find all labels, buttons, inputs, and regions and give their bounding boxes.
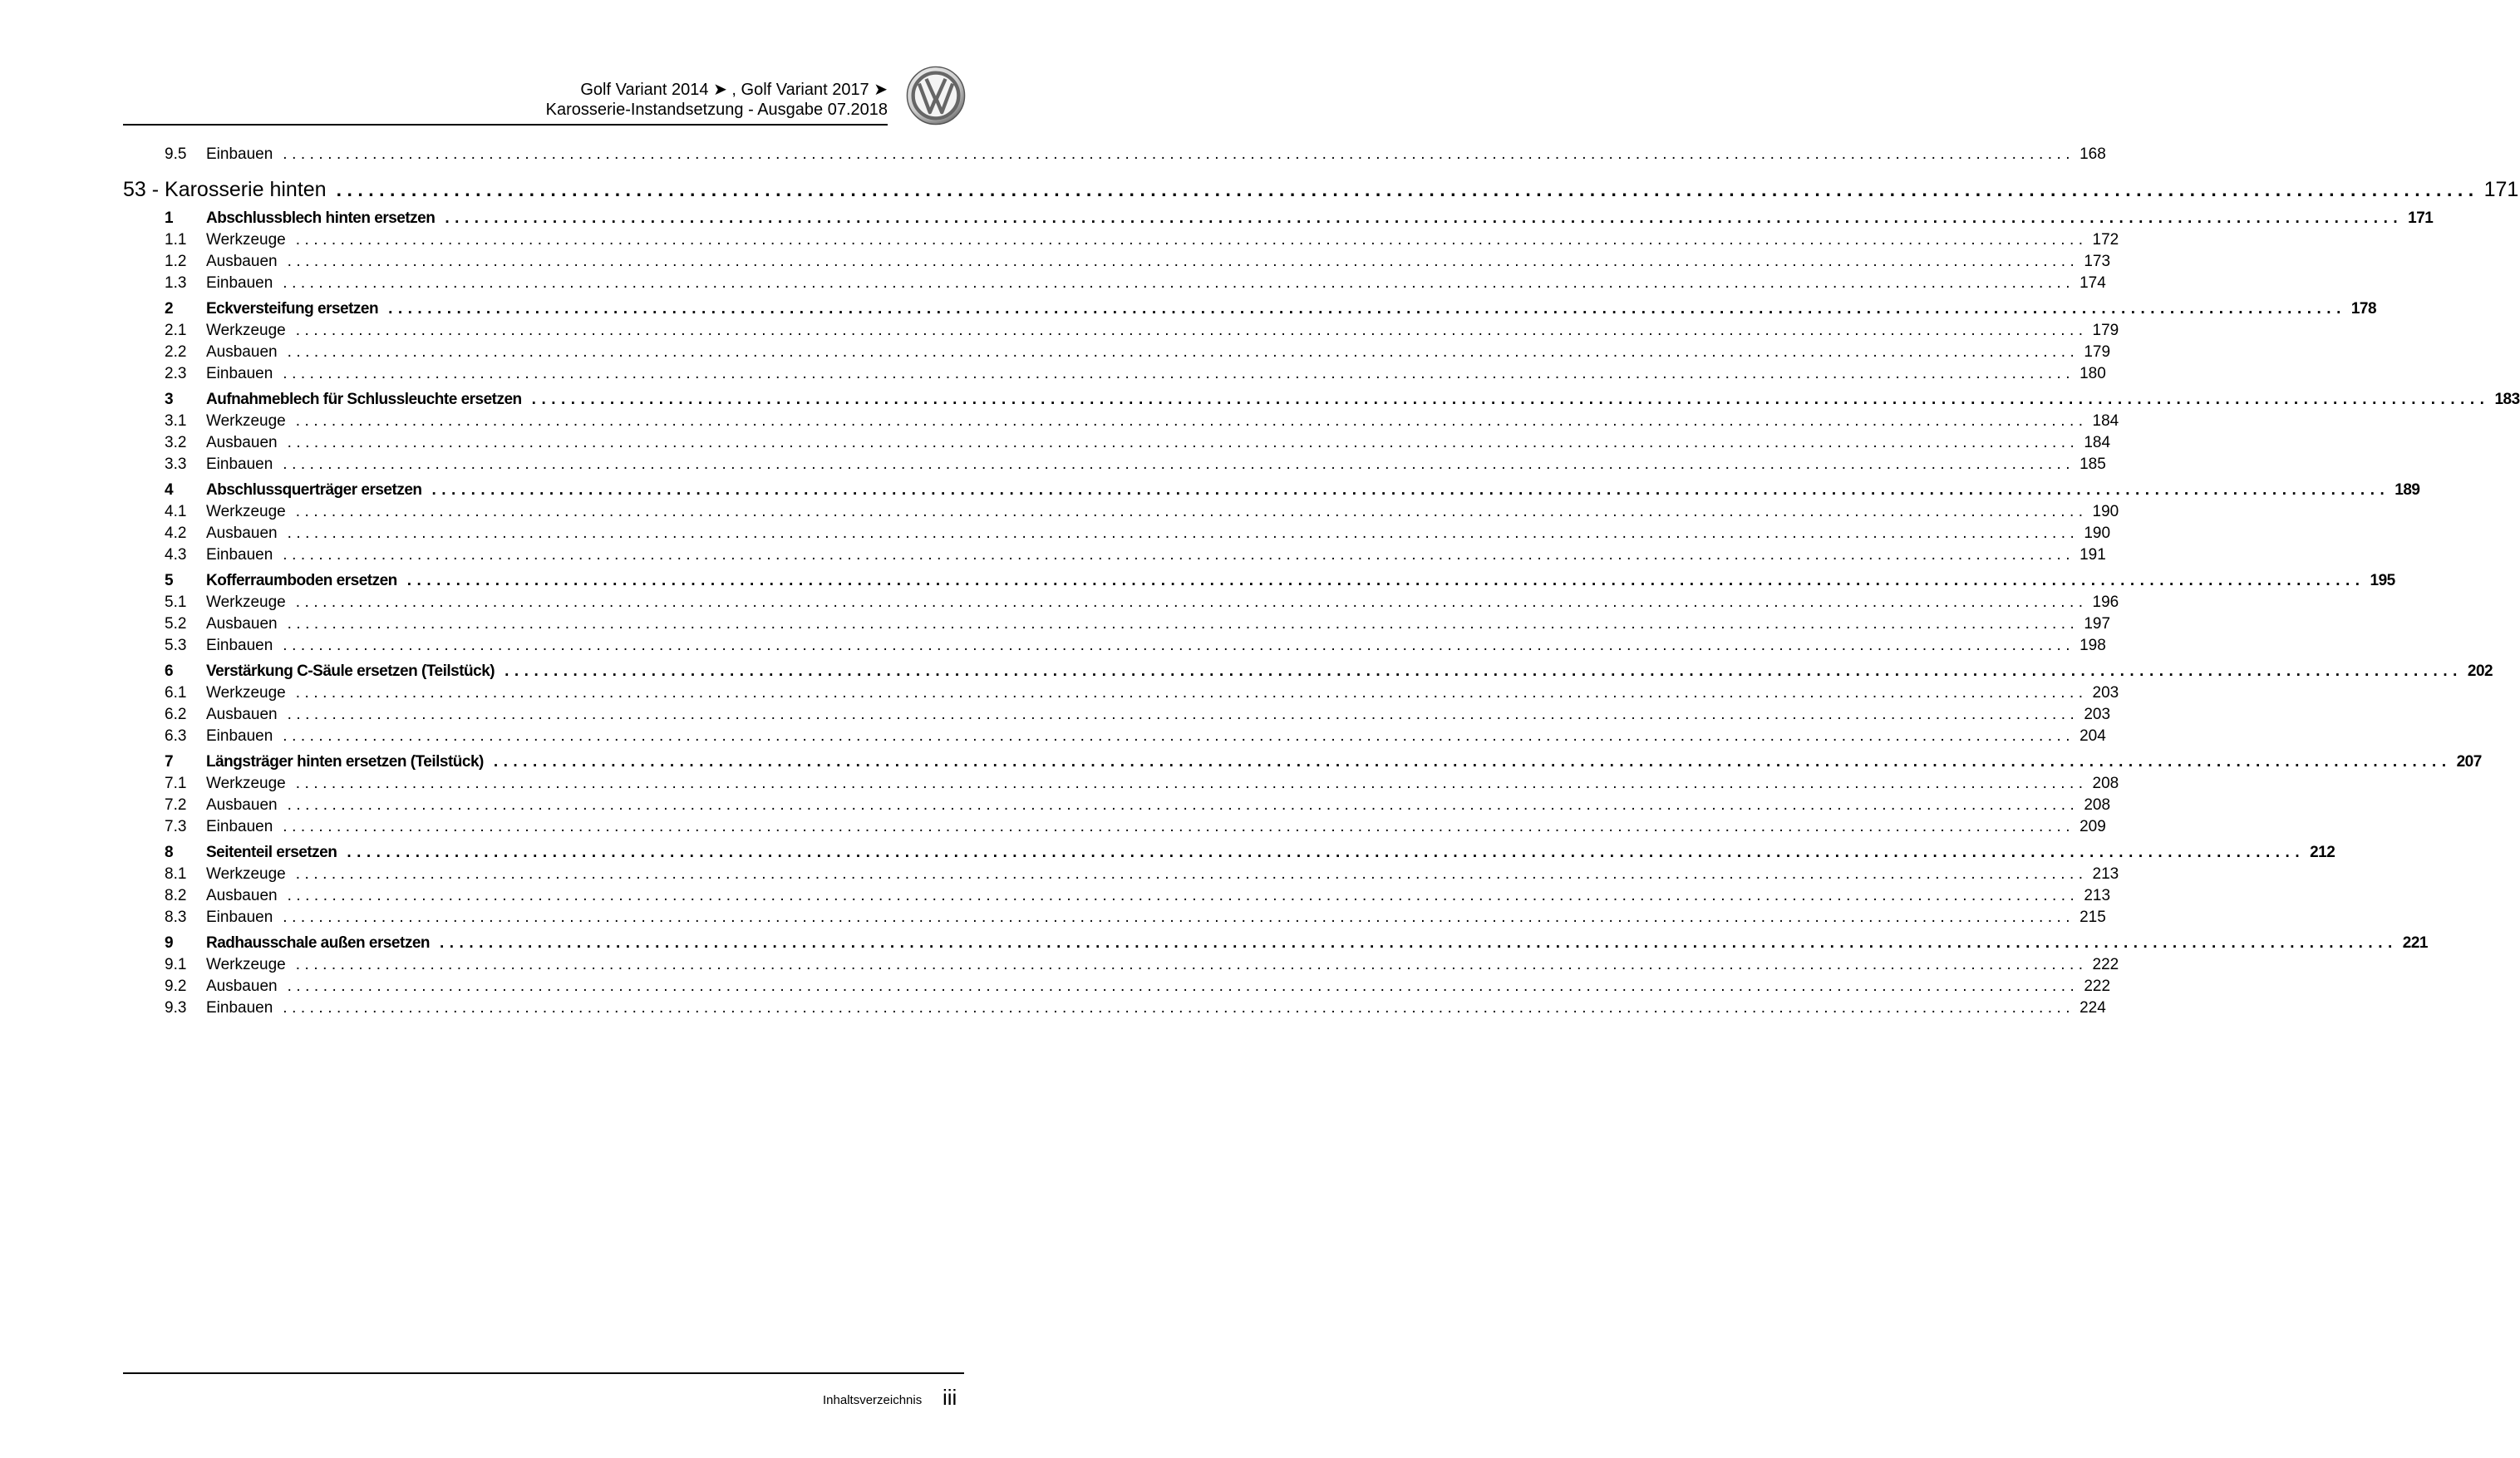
- toc-entry-number: 8.1: [165, 865, 187, 883]
- toc-entry-page: 215: [2079, 909, 2106, 926]
- toc-entry-page: 203: [2092, 684, 2119, 702]
- footer-divider: [123, 1372, 964, 1374]
- toc-section[interactable]: [123, 389, 2520, 411]
- toc-entry[interactable]: [123, 954, 2119, 976]
- dot-leader: ........................................................................................................................................................................................................: [406, 572, 2365, 589]
- toc-entry-title: Einbauen: [206, 909, 273, 926]
- toc-section-title: Seitenteil ersetzen: [206, 844, 337, 861]
- toc-entry-number: 2.2: [165, 343, 187, 361]
- table-of-contents: [123, 144, 2520, 1019]
- toc-entry-page: 198: [2079, 637, 2106, 654]
- vw-logo-icon: [906, 66, 966, 126]
- dot-leader: ........................................................................................................................................................................................................: [493, 753, 2452, 771]
- toc-entry-title: Einbauen: [206, 637, 273, 654]
- toc-chapter[interactable]: [123, 175, 2519, 204]
- toc-entry-number: 3.3: [165, 456, 187, 473]
- toc-section-page: 212: [2310, 844, 2335, 861]
- toc-entry-title: Werkzeuge: [206, 412, 286, 430]
- toc-entry-number: 3.2: [165, 434, 187, 451]
- toc-section-number: 6: [165, 663, 174, 680]
- toc-entry-number: 7.1: [165, 775, 187, 792]
- dot-leader: ........................................................................................................................................................................................................: [283, 546, 2075, 564]
- toc-entry[interactable]: [123, 273, 2106, 294]
- toc-entry[interactable]: [123, 592, 2119, 613]
- toc-entry-page: 208: [2092, 775, 2119, 792]
- toc-entry-page: 172: [2092, 231, 2119, 249]
- toc-entry-page: 190: [2092, 503, 2119, 520]
- toc-entry[interactable]: [123, 251, 2111, 273]
- toc-entry-title: Einbauen: [206, 456, 273, 473]
- toc-entry-title: Ausbauen: [206, 253, 278, 270]
- header-text: [546, 80, 888, 120]
- dot-leader: ........................................................................................................................................................................................................: [295, 503, 2088, 520]
- toc-chapter-title: 53 - Karosserie hinten: [123, 178, 327, 201]
- toc-entry[interactable]: [123, 704, 2111, 726]
- toc-entry-title: Werkzeuge: [206, 231, 286, 249]
- toc-section[interactable]: [123, 480, 2420, 501]
- toc-entry-number: 4.2: [165, 525, 187, 542]
- toc-entry[interactable]: [123, 726, 2106, 747]
- toc-entry[interactable]: [123, 229, 2119, 251]
- toc-entry-page: 190: [2084, 525, 2111, 542]
- dot-leader: ........................................................................................................................................................................................................: [388, 300, 2346, 318]
- toc-section[interactable]: [123, 661, 2493, 682]
- toc-section[interactable]: [123, 933, 2428, 954]
- toc-entry[interactable]: [123, 501, 2119, 523]
- dot-leader: ........................................................................................................................................................................................................: [283, 145, 2075, 163]
- toc-entry-page: 203: [2084, 706, 2111, 723]
- toc-entry[interactable]: [123, 816, 2106, 838]
- dot-leader: ........................................................................................................................................................................................................: [283, 999, 2075, 1017]
- dot-leader: ........................................................................................................................................................................................................: [283, 365, 2075, 382]
- toc-entry-page: 222: [2092, 956, 2119, 973]
- dot-leader: ........................................................................................................................................................................................................: [287, 887, 2079, 904]
- toc-entry-number: 3.1: [165, 412, 187, 430]
- toc-section-title: Radhausschale außen ersetzen: [206, 934, 430, 952]
- toc-entry-page: 184: [2084, 434, 2111, 451]
- toc-section-title: Aufnahmeblech für Schlussleuchte ersetzen: [206, 391, 522, 408]
- toc-entry[interactable]: [123, 544, 2106, 566]
- toc-entry-title: Einbauen: [206, 274, 273, 292]
- dot-leader: ........................................................................................................................................................................................................: [283, 909, 2075, 926]
- dot-leader: ........................................................................................................................................................................................................: [287, 434, 2079, 451]
- dot-leader: ........................................................................................................................................................................................................: [295, 684, 2088, 702]
- toc-entry-page: 191: [2079, 546, 2106, 564]
- toc-section[interactable]: [123, 298, 2377, 320]
- toc-entry-page: 213: [2084, 887, 2111, 904]
- toc-entry-number: 2.1: [165, 322, 187, 339]
- header-divider: [123, 124, 888, 126]
- dot-leader: ........................................................................................................................................................................................................: [287, 343, 2079, 361]
- toc-section-number: 7: [165, 753, 174, 771]
- toc-entry-number: 7.3: [165, 818, 187, 835]
- toc-entry-title: Einbauen: [206, 546, 273, 564]
- toc-entry[interactable]: [123, 864, 2119, 885]
- toc-section-page: 207: [2456, 753, 2482, 771]
- toc-entry-number: 9.5: [165, 145, 187, 163]
- dot-leader: ........................................................................................................................................................................................................: [504, 663, 2463, 680]
- toc-section-page: 183: [2494, 391, 2520, 408]
- dot-leader: ........................................................................................................................................................................................................: [440, 934, 2398, 952]
- toc-section-number: 3: [165, 391, 174, 408]
- toc-entry-page: 180: [2079, 365, 2106, 382]
- toc-section-page: 195: [2370, 572, 2395, 589]
- dot-leader: ........................................................................................................................................................................................................: [347, 844, 2306, 861]
- dot-leader: ........................................................................................................................................................................................................: [445, 209, 2404, 227]
- dot-leader: ........................................................................................................................................................................................................: [295, 594, 2088, 611]
- toc-entry-title: Ausbauen: [206, 615, 278, 633]
- dot-leader: ........................................................................................................................................................................................................: [531, 391, 2490, 408]
- toc-section-title: Kofferraumboden ersetzen: [206, 572, 397, 589]
- toc-entry-page: 174: [2079, 274, 2106, 292]
- toc-entry-title: Ausbauen: [206, 343, 278, 361]
- toc-entry-page: 204: [2079, 727, 2106, 745]
- toc-section[interactable]: [123, 751, 2482, 773]
- page-header: [123, 80, 888, 123]
- toc-entry[interactable]: [123, 342, 2111, 363]
- toc-entry-number: 8.2: [165, 887, 187, 904]
- toc-entry-page: 179: [2092, 322, 2119, 339]
- toc-entry-title: Werkzeuge: [206, 684, 286, 702]
- header-model-line: Golf Variant 2014 ➤ , Golf Variant 2017 ➤: [580, 81, 888, 99]
- toc-entry[interactable]: [123, 885, 2111, 907]
- toc-entry[interactable]: [123, 454, 2106, 475]
- footer-label: Inhaltsverzeichnis: [823, 1393, 923, 1407]
- dot-leader: ........................................................................................................................................................................................................: [431, 481, 2390, 499]
- toc-entry-title: Ausbauen: [206, 706, 278, 723]
- toc-entry[interactable]: [123, 976, 2111, 997]
- toc-entry-number: 6.2: [165, 706, 187, 723]
- dot-leader: ........................................................................................................................................................................................................: [287, 253, 2079, 270]
- toc-entry-number: 5.1: [165, 594, 187, 611]
- toc-entry-number: 5.2: [165, 615, 187, 633]
- toc-entry-number: 1.2: [165, 253, 187, 270]
- toc-entry-number: 2.3: [165, 365, 187, 382]
- dot-leader: ........................................................................................................................................................................................................: [295, 865, 2088, 883]
- toc-entry-title: Werkzeuge: [206, 865, 286, 883]
- toc-entry-title: Ausbauen: [206, 796, 278, 814]
- toc-entry-number: 8.3: [165, 909, 187, 926]
- toc-entry[interactable]: [123, 613, 2111, 635]
- toc-entry-title: Einbauen: [206, 818, 273, 835]
- toc-entry-title: Einbauen: [206, 365, 273, 382]
- dot-leader: ........................................................................................................................................................................................................: [283, 637, 2075, 654]
- dot-leader: ........................................................................................................................................................................................................: [287, 525, 2079, 542]
- dot-leader: ........................................................................................................................................................................................................: [283, 274, 2075, 292]
- toc-entry-number: 9.1: [165, 956, 187, 973]
- toc-entry-page: 222: [2084, 978, 2111, 995]
- toc-entry[interactable]: [123, 997, 2106, 1019]
- toc-section-title: Eckversteifung ersetzen: [206, 300, 379, 318]
- toc-entry-title: Einbauen: [206, 727, 273, 745]
- toc-entry-title: Einbauen: [206, 999, 273, 1017]
- toc-entry-page: 209: [2079, 818, 2106, 835]
- dot-leader: ........................................................................................................................................................................................................: [287, 978, 2079, 995]
- toc-entry-page: 173: [2084, 253, 2111, 270]
- toc-section-page: 189: [2394, 481, 2420, 499]
- toc-entry-number: 6.1: [165, 684, 187, 702]
- dot-leader: ........................................................................................................................................................................................................: [295, 775, 2088, 792]
- toc-entry-number: 4.1: [165, 503, 187, 520]
- toc-entry[interactable]: [123, 523, 2111, 544]
- dot-leader: ........................................................................................................................................................................................................: [283, 818, 2075, 835]
- toc-entry-title: Ausbauen: [206, 434, 278, 451]
- dot-leader: ........................................................................................................................................................................................................: [287, 706, 2079, 723]
- toc-section-title: Abschlussblech hinten ersetzen: [206, 209, 436, 227]
- toc-section-title: Abschlussquerträger ersetzen: [206, 481, 422, 499]
- toc-entry-title: Ausbauen: [206, 978, 278, 995]
- toc-entry-page: 208: [2084, 796, 2111, 814]
- toc-entry-number: 6.3: [165, 727, 187, 745]
- toc-entry-page: 196: [2092, 594, 2119, 611]
- toc-section[interactable]: [123, 570, 2395, 592]
- dot-leader: ........................................................................................................................................................................................................: [287, 796, 2079, 814]
- toc-section-page: 221: [2402, 934, 2428, 952]
- toc-entry-title: Einbauen: [206, 145, 273, 163]
- dot-leader: ........................................................................................................................................................................................................: [295, 956, 2088, 973]
- toc-section-page: 178: [2350, 300, 2377, 318]
- toc-entry-title: Werkzeuge: [206, 594, 286, 611]
- toc-section-title: Verstärkung C-Säule ersetzen (Teilstück): [206, 663, 495, 680]
- toc-entry-number: 1.1: [165, 231, 187, 249]
- toc-section-number: 5: [165, 572, 174, 589]
- toc-entry-number: 7.2: [165, 796, 187, 814]
- toc-entry[interactable]: [123, 682, 2119, 704]
- dot-leader: ........................................................................................................................................................................................................: [295, 231, 2088, 249]
- dot-leader: ........................................................................................................................................................................................................: [287, 615, 2079, 633]
- footer-page-number: iii: [943, 1385, 957, 1410]
- toc-section-title: Längsträger hinten ersetzen (Teilstück): [206, 753, 484, 771]
- toc-entry-title: Werkzeuge: [206, 956, 286, 973]
- dot-leader: ........................................................................................................................................................................................................: [283, 727, 2075, 745]
- toc-section-number: 1: [165, 209, 174, 227]
- toc-entry-number: 5.3: [165, 637, 187, 654]
- dot-leader: ........................................................................................................................................................................................................: [283, 456, 2075, 473]
- toc-entry-page: 224: [2079, 999, 2106, 1017]
- toc-entry-number: 9.3: [165, 999, 187, 1017]
- toc-entry-page: 179: [2084, 343, 2111, 361]
- header-edition-line: Karosserie-Instandsetzung - Ausgabe 07.2018: [545, 101, 888, 119]
- toc-entry[interactable]: [123, 432, 2111, 454]
- toc-entry[interactable]: [123, 907, 2106, 928]
- toc-entry-page: 168: [2079, 145, 2106, 163]
- toc-entry-title: Ausbauen: [206, 887, 278, 904]
- toc-entry-title: Werkzeuge: [206, 322, 286, 339]
- toc-entry-page: 185: [2079, 456, 2106, 473]
- dot-leader: ........................................................................................................................................................................................................: [295, 412, 2088, 430]
- toc-section-number: 2: [165, 300, 174, 318]
- toc-section[interactable]: [123, 842, 2335, 864]
- toc-entry-title: Werkzeuge: [206, 775, 286, 792]
- toc-section[interactable]: [123, 208, 2434, 229]
- toc-entry-number: 1.3: [165, 274, 187, 292]
- toc-section-number: 4: [165, 481, 174, 499]
- toc-entry[interactable]: [123, 320, 2119, 342]
- toc-entry[interactable]: [123, 795, 2111, 816]
- toc-entry[interactable]: [123, 144, 2106, 165]
- toc-chapter-page: 171: [2483, 178, 2519, 201]
- toc-entry-page: 184: [2092, 412, 2119, 430]
- toc-entry-page: 197: [2084, 615, 2111, 633]
- toc-entry[interactable]: [123, 363, 2106, 385]
- toc-entry[interactable]: [123, 411, 2119, 432]
- toc-entry-number: 9.2: [165, 978, 187, 995]
- toc-section-page: 171: [2408, 209, 2434, 227]
- toc-entry-title: Ausbauen: [206, 525, 278, 542]
- dot-leader: ........................................................................................................................................................................................................: [295, 322, 2088, 339]
- toc-sections: [123, 208, 2520, 1019]
- toc-section-number: 9: [165, 934, 174, 952]
- toc-section-number: 8: [165, 844, 174, 861]
- toc-entry-title: Werkzeuge: [206, 503, 286, 520]
- toc-entry-number: 4.3: [165, 546, 187, 564]
- toc-section-page: 202: [2467, 663, 2493, 680]
- toc-entry[interactable]: [123, 773, 2119, 795]
- dot-leader: ........................................................................................................................................................................................................: [336, 179, 2479, 200]
- toc-entry[interactable]: [123, 635, 2106, 657]
- toc-entry-page: 213: [2092, 865, 2119, 883]
